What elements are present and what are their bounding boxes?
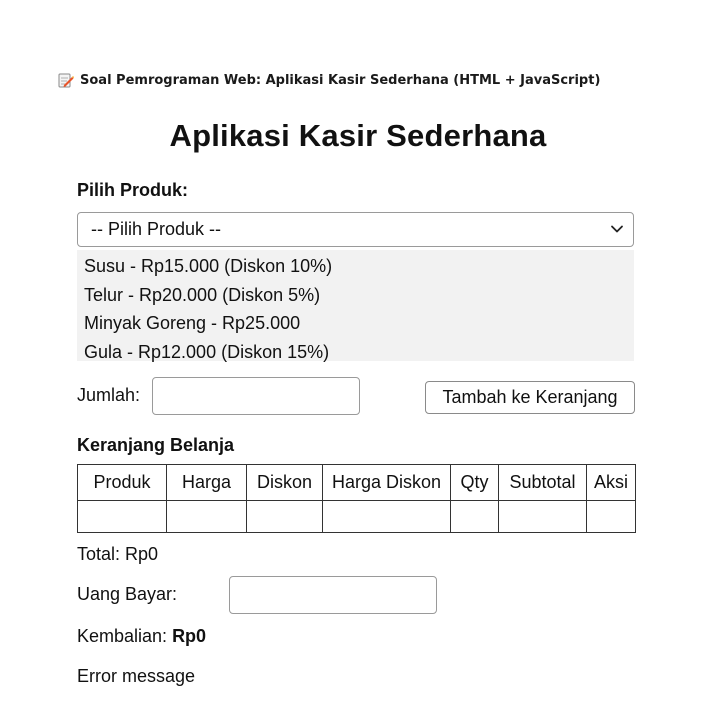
- error-message: Error message: [77, 666, 196, 686]
- column-header-qty: Qty: [451, 465, 499, 501]
- change-line: [77, 626, 206, 647]
- quantity-input[interactable]: [152, 377, 360, 415]
- cart-title: Keranjang Belanja: [77, 435, 235, 455]
- product-select-value: -- Pilih Produk --: [91, 219, 222, 239]
- document-heading: [58, 72, 600, 88]
- product-option-susu[interactable]: Susu - Rp15.000 (Diskon 10%): [84, 256, 333, 276]
- payment-label: Uang Bayar:: [77, 584, 178, 604]
- total-text: Total: Rp0: [77, 544, 159, 564]
- cart-table: [77, 464, 636, 533]
- column-header-aksi: Aksi: [587, 465, 636, 501]
- pencil-memo-icon: [58, 72, 74, 88]
- product-select[interactable]: [77, 212, 634, 247]
- table-cell: [451, 501, 499, 533]
- table-row: [78, 501, 636, 533]
- cart-header-row: [78, 465, 636, 501]
- table-cell: [78, 501, 167, 533]
- quantity-label: Jumlah:: [77, 385, 141, 405]
- column-header-produk: Produk: [78, 465, 167, 501]
- table-cell: [499, 501, 587, 533]
- table-cell: [247, 501, 323, 533]
- product-option-telur[interactable]: Telur - Rp20.000 (Diskon 5%): [84, 284, 321, 305]
- table-cell: [323, 501, 451, 533]
- change-value: Rp0: [172, 626, 207, 646]
- document-heading-text: Soal Pemrograman Web: Aplikasi Kasir Sederhana (HTML + JavaScript): [80, 72, 601, 88]
- product-option-gula[interactable]: Gula - Rp12.000 (Diskon 15%): [84, 341, 330, 362]
- table-cell: [167, 501, 247, 533]
- table-cell: [587, 501, 636, 533]
- product-select-label: Pilih Produk:: [77, 180, 189, 200]
- column-header-harga-diskon: Harga Diskon: [323, 465, 451, 501]
- page-title: Aplikasi Kasir Sederhana: [169, 118, 547, 153]
- column-header-diskon: Diskon: [247, 465, 323, 501]
- column-header-harga: Harga: [167, 465, 247, 501]
- payment-input[interactable]: [229, 576, 437, 614]
- column-header-subtotal: Subtotal: [499, 465, 587, 501]
- product-options-list: [77, 250, 634, 361]
- product-option-minyak-goreng[interactable]: Minyak Goreng - Rp25.000: [84, 313, 301, 333]
- change-label: Kembalian:: [77, 626, 173, 646]
- chevron-down-icon: [610, 222, 624, 236]
- add-to-cart-button[interactable]: Tambah ke Keranjang: [425, 381, 635, 414]
